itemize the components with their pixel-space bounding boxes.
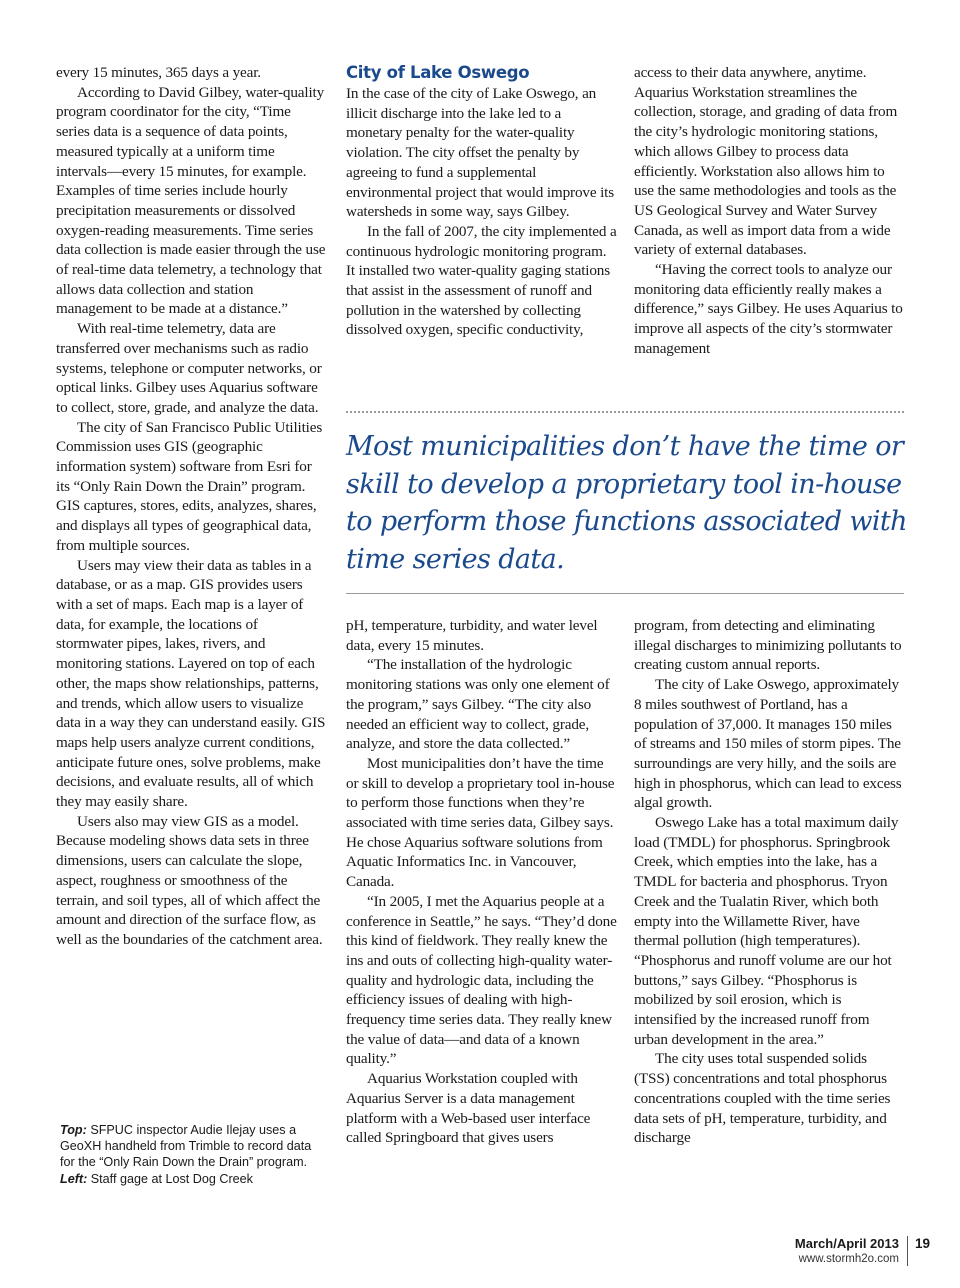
article-column-3-bottom (634, 616, 904, 1148)
pull-quote: Most municipalities don’t have the time or skill to develop a proprietary tool in-house to perform those functions associated with time series data. (346, 431, 907, 575)
page-footer (795, 1236, 930, 1266)
paragraph: The city of San Francisco Public Utilities Commission uses GIS (geographic information system) software from Esri for its “Only Rain Down the Drain” program. GIS captures, stores, edits, analyzes, shares, and displays all types of geographical data, from multiple sources. (56, 418, 323, 554)
paragraph: According to David Gilbey, water-quality program coordinator for the city, “Time series data is a sequence of data points, measured typically at a uniform time intervals—every 15 minutes, for example. Examples of time series include hourly precipitation measurements or dissolved oxygen-reading measurements. Time series data collection is made easier through the use of real-time data telemetry, a technology that allows data collection and station management to be made at a distance.” (56, 83, 326, 318)
pullquote-bottom-rule (346, 593, 904, 594)
photo-caption (60, 1122, 322, 1187)
footer-info (795, 1236, 908, 1266)
paragraph: Users may view their data as tables in a database, or as a map. GIS provides users with a set of maps. Each map is a layer of data, for example, the locations of stormwater pipes, lakes, rivers, and monitoring stations. Layered on top of each other, the maps show relationships, patterns, and trends, which allow users to visualize data in a way they can understand easily. GIS maps help users analyze current conditions, anticipate future ones, solve problems, make decisions, and evaluate results, all of which they may easily share. (56, 556, 326, 811)
paragraph: “In 2005, I met the Aquarius people at a conference in Seattle,” he says. “They’d done this kind of fieldwork. They really knew the ins and outs of collecting high-quality water-quality and hydrologic data, including the efficiency issues of dealing with high-frequency time series data. They really knew the value of data—and data of a known quality.” (346, 892, 617, 1068)
caption-left-label: Left: (60, 1171, 88, 1186)
paragraph: Aquarius Workstation coupled with Aquarius Server is a data management platform with a Web-based user interface called Springboard that gives users (346, 1070, 591, 1147)
website-link[interactable]: www.stormh2o.com (798, 1253, 899, 1265)
section-heading: City of Lake Oswego (346, 63, 530, 82)
paragraph: every 15 minutes, 365 days a year. (56, 64, 261, 81)
paragraph: Most municipalities don’t have the time or skill to develop a proprietary tool in-house to perform those functions when they’re associated with time series data, Gilbey says. He chose Aquarius software solutions from Aquatic Informatics Inc. in Vancouver, Canada. (346, 754, 615, 891)
paragraph: “Having the correct tools to analyze our monitoring data efficiently really makes a difference,” says Gilbey. He uses Aquarius to improve all aspects of the city’s stormwater management (634, 261, 903, 357)
article-column-2-bottom (346, 616, 618, 1148)
paragraph: access to their data anywhere, anytime. Aquarius Workstation streamlines the collection, storage, and grading of data from the city’s hydrologic monitoring stations, which allows Gilbey to process data efficiently. Workstation also allows him to use the same methodologies and tools as the US Geological Survey and Water Survey Canada, as well as import data from a wide variety of external databases. (634, 64, 898, 259)
caption-top (60, 1122, 322, 1171)
paragraph: The city uses total suspended solids (TSS) concentrations and total phosphorus concentrations coupled with the time series data sets of pH, temperature, turbidity, and discharge (634, 1050, 891, 1147)
article-column-3-top (634, 63, 904, 359)
issue-date: March/April 2013 (794, 1236, 899, 1251)
caption-left-text: Staff gage at Lost Dog Creek (90, 1171, 253, 1186)
paragraph: pH, temperature, turbidity, and water level data, every 15 minutes. (346, 617, 598, 654)
caption-left (60, 1171, 322, 1187)
paragraph: The city of Lake Oswego, approximately 8 miles southwest of Portland, has a population of 37,000. It manages 150 miles of streams and 150 miles of storm pipes. The surroundings are very hilly, and the soils are high in phosphorus, which can lead to excess algal growth. (634, 676, 902, 812)
article-column-1 (56, 63, 328, 950)
paragraph: “The installation of the hydrologic monitoring stations was only one element of the program,” says Gilbey. “The city also needed an efficient way to collect, grade, analyze, and store the data collected.” (346, 656, 610, 753)
paragraph: program, from detecting and eliminating illegal discharges to minimizing pollutants to creating custom annual reports. (634, 617, 902, 674)
page-number: 19 (914, 1236, 930, 1251)
pullquote-top-rule (346, 411, 904, 413)
caption-top-text: SFPUC inspector Audie Ilejay uses a GeoXH handheld from Trimble to record data for the “Only Rain Down the Drain” program. (60, 1123, 312, 1170)
paragraph: Oswego Lake has a total maximum daily load (TMDL) for phosphorus. Springbrook Creek, which empties into the lake, has a TMDL for bacteria and phosphorus. Tryon Creek and the Tualatin River, which both empty into the Willamette River, have thermal pollution (high temperatures). “Phosphorus and runoff volume are our hot buttons,” says Gilbey. “Phosphorus is mobilized by soil erosion, which is intensified by the increased runoff from urban development in the area.” (634, 814, 899, 1048)
paragraph: With real-time telemetry, data are transferred over mechanisms such as radio systems, telephone or computer networks, or optical links. Gilbey uses Aquarius software to collect, store, grade, and analyze the data. (56, 320, 322, 416)
paragraph: In the case of the city of Lake Oswego, an illicit discharge into the lake led to a monetary penalty for the water-quality violation. The city offset the penalty by agreeing to fund a supplemental environmental project that would improve its watersheds in some way, says Gilbey. (346, 85, 614, 221)
paragraph: In the fall of 2007, the city implemented a continuous hydrologic monitoring program. It installed two water-quality gaging stations that assist in the assessment of runoff and pollution in the watershed by collecting dissolved oxygen, specific conductivity, (346, 222, 617, 339)
caption-top-label: Top: (60, 1123, 87, 1137)
article-column-2-top (346, 63, 618, 340)
paragraph: Users also may view GIS as a model. Because modeling shows data sets in three dimensions, users can calculate the slope, aspect, roughness or smoothness of the terrain, and soil types, all of which affect the amount and direction of the surface flow, as well as the boundaries of the catchment area. (56, 812, 323, 948)
